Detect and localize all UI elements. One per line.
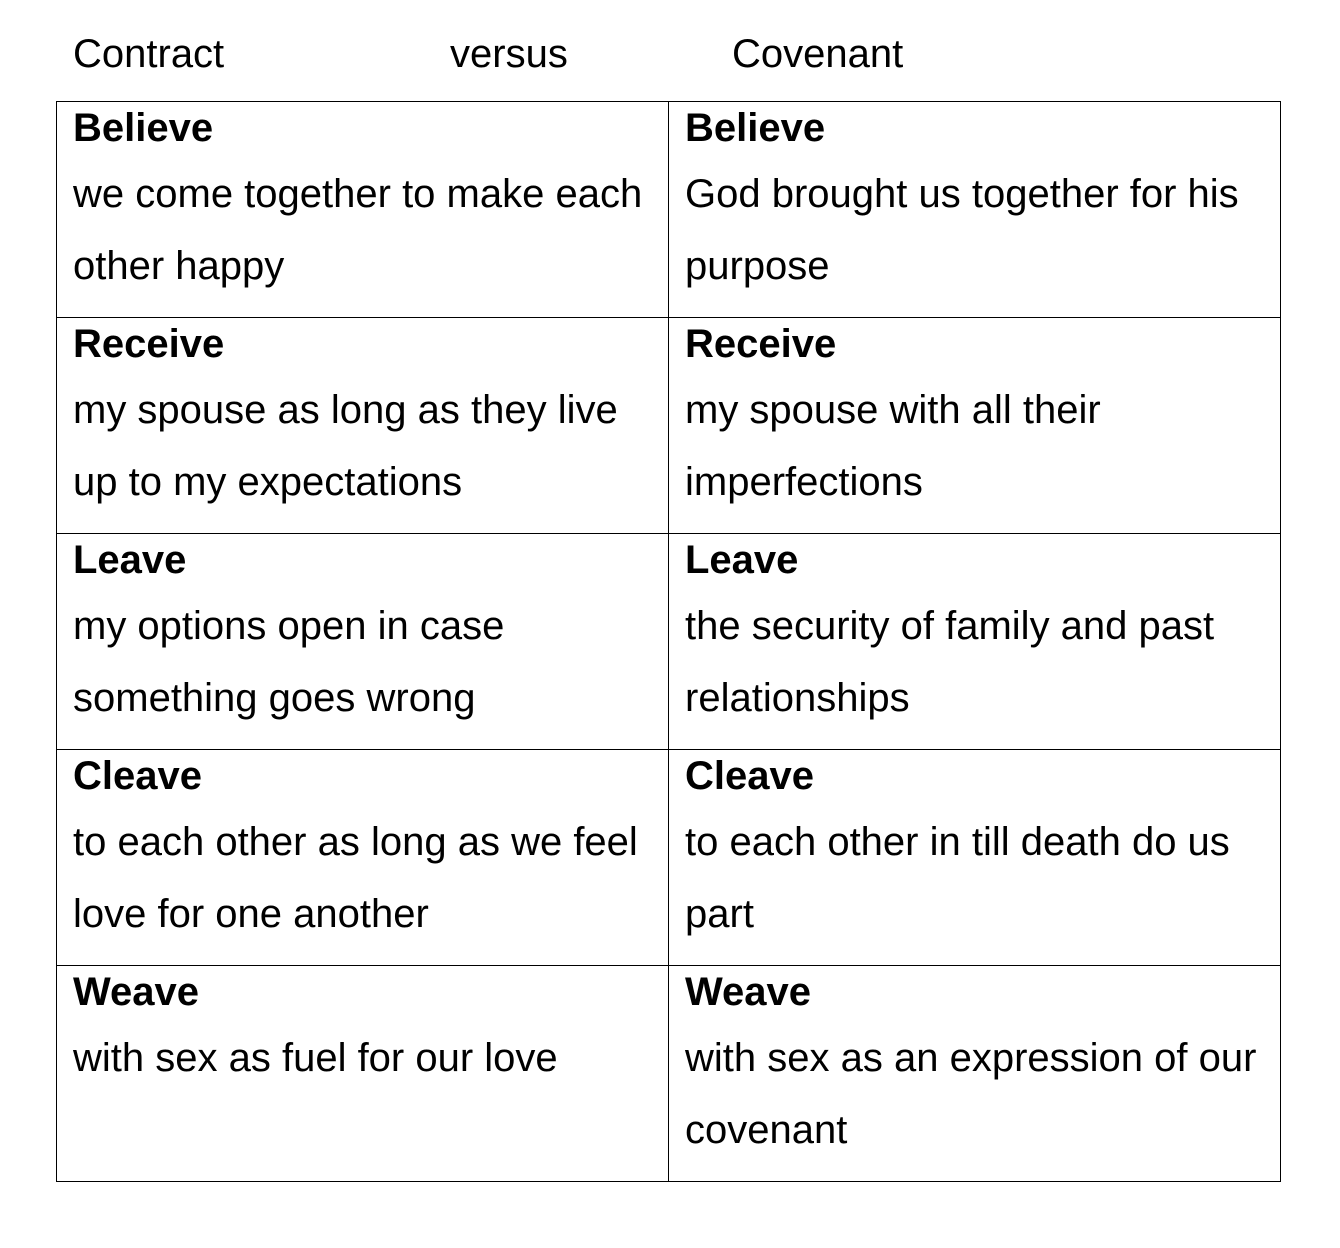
table-row xyxy=(57,750,1281,966)
contract-description: to each other as long as we feel love for one another xyxy=(73,820,638,936)
covenant-term: Cleave xyxy=(685,754,814,798)
contract-cell xyxy=(57,102,669,318)
covenant-term: Receive xyxy=(685,322,837,366)
covenant-description: my spouse with all their imperfections xyxy=(685,388,1101,504)
comparison-table xyxy=(56,101,1281,1182)
covenant-term: Believe xyxy=(685,106,826,150)
contract-description: with sex as fuel for our love xyxy=(73,1036,558,1080)
contract-term: Receive xyxy=(73,322,225,366)
covenant-heading: Covenant xyxy=(732,32,904,76)
contract-description: my options open in case something goes wrong xyxy=(73,604,505,720)
contract-term: Leave xyxy=(73,538,187,582)
table-row xyxy=(57,966,1281,1182)
covenant-description: to each other in till death do us part xyxy=(685,820,1230,936)
covenant-cell xyxy=(669,102,1281,318)
contract-cell xyxy=(57,966,669,1182)
table-row xyxy=(57,318,1281,534)
covenant-description: with sex as an expression of our covenant xyxy=(685,1036,1257,1152)
covenant-cell xyxy=(669,966,1281,1182)
contract-term: Cleave xyxy=(73,754,202,798)
contract-cell xyxy=(57,318,669,534)
contract-description: my spouse as long as they live up to my expectations xyxy=(73,388,618,504)
covenant-description: God brought us together for his purpose xyxy=(685,172,1239,288)
table-row xyxy=(57,534,1281,750)
covenant-term: Leave xyxy=(685,538,799,582)
covenant-cell xyxy=(669,534,1281,750)
contract-cell xyxy=(57,750,669,966)
contract-term: Weave xyxy=(73,970,200,1014)
contract-description: we come together to make each other happy xyxy=(73,172,643,288)
table-row xyxy=(57,102,1281,318)
covenant-description: the security of family and past relationships xyxy=(685,604,1215,720)
covenant-cell xyxy=(669,318,1281,534)
contract-term: Believe xyxy=(73,106,214,150)
contract-heading: Contract xyxy=(73,32,225,76)
covenant-cell xyxy=(669,750,1281,966)
versus-heading: versus xyxy=(450,32,568,76)
covenant-term: Weave xyxy=(685,970,812,1014)
contract-cell xyxy=(57,534,669,750)
